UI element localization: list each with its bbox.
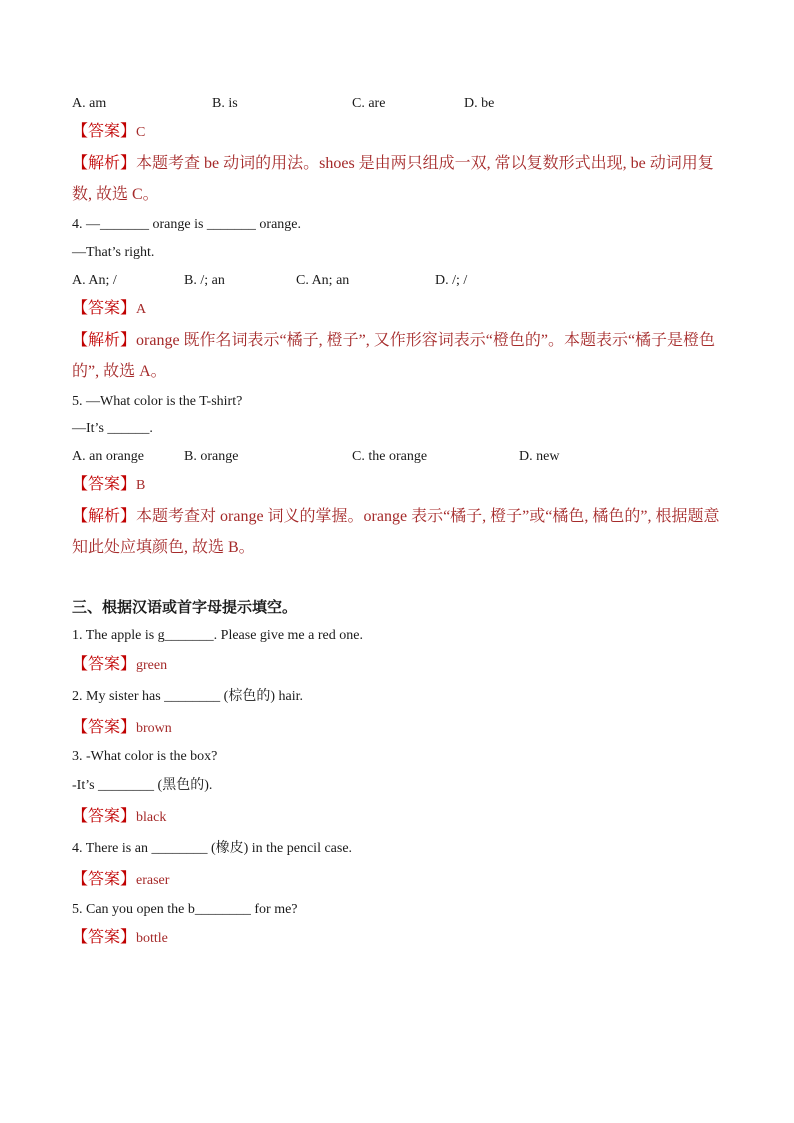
q3-option-b: B. is <box>212 96 238 111</box>
q4-option-b: B. /; an <box>184 273 225 288</box>
explanation-text: orange 既作名词表示“橘子, 橙子”, 又作形容词表示“橙色的”。本题表示“橘子是橙色的”, 故选 A。 <box>72 332 716 380</box>
q3-explanation <box>72 148 724 210</box>
q5-explanation <box>72 501 724 563</box>
q4-explanation <box>72 325 724 387</box>
q4-option-c: C. An; an <box>296 273 350 288</box>
s3-item-5-answer <box>72 928 168 949</box>
q5-stem: 5. —What color is the T-shirt? <box>72 394 243 409</box>
q5-option-b: B. orange <box>184 449 239 464</box>
q5-option-c: C. the orange <box>352 449 428 464</box>
answer-value: C <box>136 125 146 140</box>
explanation-text: 本题考查对 orange 词义的掌握。orange 表示“橘子, 橙子”或“橘色, 橘色的”, 根据题意知此处应填颜色, 故选 B。 <box>72 508 720 556</box>
s3-item-5-stem: 5. Can you open the b________ for me? <box>72 902 298 917</box>
explanation-tag: 【解析】 <box>72 508 137 525</box>
q3-option-d: D. be <box>464 96 495 111</box>
q5-reply: —It’s ______. <box>72 421 153 436</box>
answer-value: green <box>136 658 168 673</box>
s3-item-4-answer <box>72 870 169 891</box>
s3-item-2-stem: 2. My sister has ________ (棕色的) hair. <box>72 689 303 704</box>
q5-answer <box>72 475 145 496</box>
q4-option-d: D. /; / <box>435 273 468 288</box>
q3-answer <box>72 122 145 143</box>
answer-value: B <box>136 478 146 493</box>
s3-item-3-stem2: -It’s ________ (黑色的). <box>72 778 213 793</box>
q5-option-d: D. new <box>519 449 560 464</box>
q3-option-a: A. am <box>72 96 107 111</box>
s3-item-4-stem: 4. There is an ________ (橡皮) in the pencil case. <box>72 841 353 856</box>
q4-answer <box>72 299 146 320</box>
section-title: 三、根据汉语或首字母提示填空。 <box>72 598 298 616</box>
explanation-tag: 【解析】 <box>72 332 137 349</box>
s3-item-3-answer <box>72 807 166 828</box>
q4-reply: —That’s right. <box>72 245 155 260</box>
answer-tag: 【答案】 <box>72 808 137 825</box>
answer-tag: 【答案】 <box>72 656 137 673</box>
explanation-tag: 【解析】 <box>72 155 137 172</box>
answer-tag: 【答案】 <box>72 871 137 888</box>
q5-option-a: A. an orange <box>72 449 144 464</box>
s3-item-1-stem: 1. The apple is g_______. Please give me a red one. <box>72 628 363 643</box>
q4-stem: 4. —_______ orange is _______ orange. <box>72 217 302 232</box>
s3-item-3-stem: 3. -What color is the box? <box>72 749 218 764</box>
q3-option-c: C. are <box>352 96 386 111</box>
explanation-text: 本题考查 be 动词的用法。shoes 是由两只组成一双, 常以复数形式出现, be 动词用复数, 故选 C。 <box>72 155 714 203</box>
answer-tag: 【答案】 <box>72 929 137 946</box>
s3-item-1-answer <box>72 655 167 676</box>
q4-option-a: A. An; / <box>72 273 117 288</box>
answer-tag: 【答案】 <box>72 719 137 736</box>
answer-value: eraser <box>136 873 170 888</box>
s3-item-2-answer <box>72 718 172 739</box>
answer-value: A <box>136 302 147 317</box>
answer-tag: 【答案】 <box>72 476 137 493</box>
answer-tag: 【答案】 <box>72 300 137 317</box>
answer-tag: 【答案】 <box>72 123 137 140</box>
answer-value: bottle <box>136 931 168 946</box>
answer-value: black <box>136 810 167 825</box>
answer-value: brown <box>136 721 172 736</box>
